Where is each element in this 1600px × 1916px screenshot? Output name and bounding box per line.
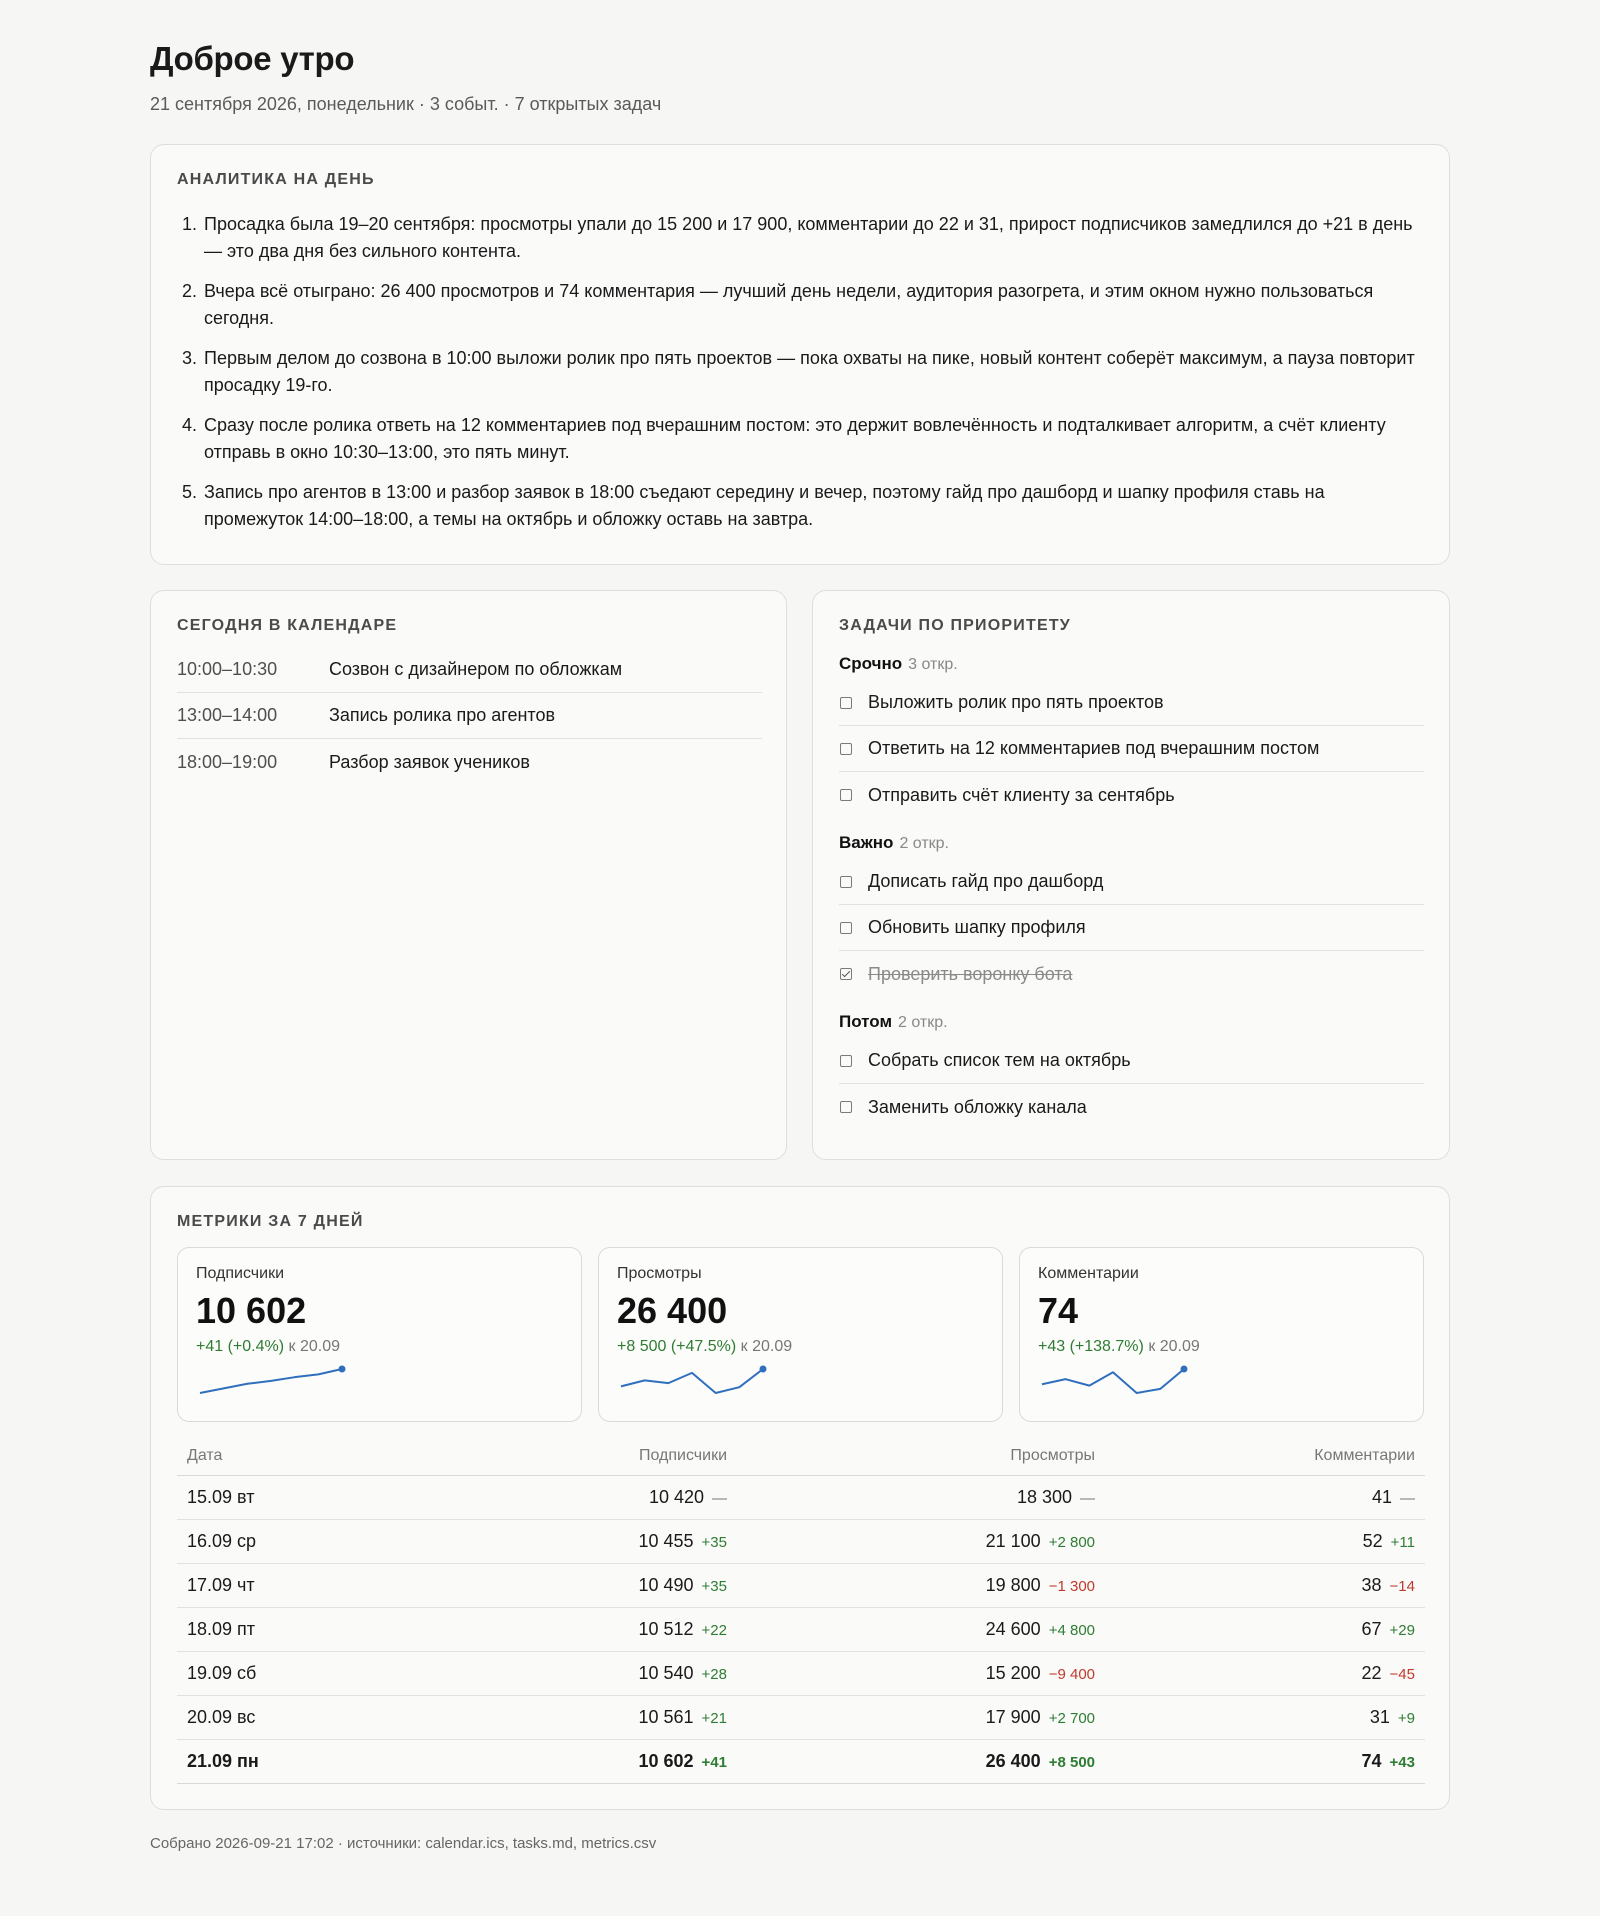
column-header[interactable]: Просмотры [727,1437,1095,1475]
kpi-comments [1019,1247,1424,1422]
event-time: 13:00–14:00 [177,705,278,725]
task-item[interactable] [839,905,1424,951]
task-label: Ответить на 12 комментариев под вчерашним постом [868,738,1320,758]
sparkline-endpoint [1181,1366,1188,1373]
cell-delta: +21 [701,1709,727,1727]
task-item[interactable] [839,859,1424,905]
task-checkbox[interactable] [840,1101,852,1113]
cell-value: 15 200 [985,1662,1041,1683]
task-label: Обновить шапку профиля [868,917,1086,937]
table-cell [377,1475,727,1519]
cell-value: 19.09 сб [187,1662,257,1683]
cell-delta: +28 [701,1665,727,1683]
analytics-card [150,144,1450,565]
table-cell [377,1739,727,1783]
cell-value: 15.09 вт [187,1486,255,1507]
task-checkbox[interactable] [840,922,852,934]
group-name: Срочно [839,654,903,673]
table-cell [177,1563,377,1607]
group-count: 3 откр. [908,656,958,673]
cell-value: 10 540 [638,1662,694,1683]
task-item[interactable] [839,726,1424,772]
analytics-item: 5. Запись про агентов в 13:00 и разбор заявок в 18:00 съедают середину и вечер, поэтому гайд про дашборд и шапку профиля ставь на промежуток 14:00–18:00, а темы на октябрь и обложку оставь на завтра. [182,482,1325,529]
column-header[interactable]: Дата [177,1437,377,1475]
cell-value: 20.09 вс [187,1706,256,1727]
column-header[interactable]: Подписчики [377,1437,727,1475]
cell-value: 21 100 [985,1530,1041,1551]
cell-value: 17.09 чт [187,1574,255,1595]
calendar-title: СЕГОДНЯ В КАЛЕНДАРЕ [177,617,398,634]
calendar-event[interactable] [177,693,762,739]
kpi-ref: к 20.09 [740,1338,793,1355]
kpi-value: 26 400 [617,1290,728,1331]
table-header [177,1437,1425,1475]
cell-value: 19 800 [985,1574,1041,1595]
task-label: Дописать гайд про дашборд [868,871,1104,891]
task-label-done: Проверить воронку бота [868,963,1073,984]
table-cell [1095,1695,1425,1739]
table-row [177,1607,1425,1651]
kpi-delta: +43 (+138.7%) [1038,1338,1144,1355]
table-row [177,1651,1425,1695]
cell-delta: +29 [1389,1621,1415,1639]
kpi-views [598,1247,1003,1422]
analytics-list [177,211,1427,546]
task-groups [839,653,1424,1144]
table-row [177,1519,1425,1563]
table-cell [177,1739,377,1783]
cell-value: 10 512 [638,1618,694,1639]
cell-value: 22 [1361,1662,1382,1683]
cell-delta: +41 [701,1753,727,1771]
analytics-title: АНАЛИТИКА НА ДЕНЬ [177,171,375,188]
kpi-value: 10 602 [196,1290,307,1331]
cell-delta: +11 [1390,1533,1415,1551]
cell-value: 18.09 пт [187,1618,256,1639]
page-title: Доброе утро [150,40,355,77]
cell-value: 10 455 [638,1530,694,1551]
kpi-ref: к 20.09 [1148,1338,1200,1355]
table-cell [177,1651,377,1695]
table-cell [727,1519,1095,1563]
cell-delta: +35 [701,1533,727,1551]
table-cell [1095,1519,1425,1563]
task-item[interactable] [839,772,1424,818]
cell-delta: +2 700 [1048,1709,1095,1727]
cell-value: 10 602 [638,1750,694,1771]
table-row [177,1563,1425,1607]
table-cell [377,1607,727,1651]
task-checkbox[interactable] [840,789,852,801]
cell-value: 10 490 [638,1574,694,1595]
cell-delta: −9 400 [1048,1665,1095,1683]
table-cell [1095,1739,1425,1783]
cell-value: 17 900 [985,1706,1041,1727]
page-subtitle: 21 сентября 2026, понедельник · 3 событ. · 7 открытых задач [150,94,662,114]
task-label: Заменить обложку канала [868,1096,1087,1117]
footer-note: Собрано 2026-09-21 17:02 · источники: calendar.ics, tasks.md, metrics.csv [150,1835,657,1852]
cell-delta: +2 800 [1048,1533,1095,1551]
event-title: Созвон с дизайнером по обложкам [329,659,623,679]
cell-delta: +22 [701,1621,727,1639]
task-item[interactable] [839,1084,1424,1130]
sparkline-path [200,1369,342,1393]
kpi-label: Подписчики [196,1265,285,1282]
table-cell [1095,1563,1425,1607]
event-time: 10:00–10:30 [177,659,278,679]
cell-value: 16.09 ср [187,1530,257,1551]
analytics-item: 2. Вчера всё отыграно: 26 400 просмотров и 74 комментария — лучший день недели, аудитория разогрета, и этим окном нужно пользоваться сегодня. [182,281,1374,328]
cell-delta: −1 300 [1048,1577,1095,1595]
table-cell [727,1475,1095,1519]
cell-delta: +43 [1389,1753,1415,1771]
sparkline-endpoint [339,1366,346,1373]
task-label: Выложить ролик про пять проектов [868,692,1164,712]
kpi-ref: к 20.09 [288,1338,340,1355]
metrics-title: МЕТРИКИ ЗА 7 ДНЕЙ [177,1213,364,1230]
cell-value: 52 [1362,1530,1383,1551]
table-cell [727,1651,1095,1695]
table-cell [177,1475,377,1519]
tasks-card [812,590,1450,1160]
group-name: Потом [839,1012,893,1031]
analytics-item: 1. Просадка была 19–20 сентября: просмотры упали до 15 200 и 17 900, комментарии до 22 и 31, прирост подписчиков замедлился до +21 в день — это два дня без сильного контента. [182,214,1413,261]
event-title: Разбор заявок учеников [329,751,530,772]
table-cell [1095,1607,1425,1651]
task-group-urgent [839,653,1424,818]
cell-delta: +9 [1397,1709,1415,1727]
group-count: 2 откр. [899,835,949,852]
cell-delta: +8 500 [1048,1753,1095,1771]
task-item[interactable] [839,680,1424,726]
calendar-event[interactable] [177,739,762,785]
calendar-list [177,647,762,785]
cell-value: 38 [1361,1574,1382,1595]
cell-value: 41 [1371,1486,1392,1507]
sparkline [617,1363,767,1399]
kpi-delta: +8 500 (+47.5%) [617,1338,737,1355]
task-checkbox[interactable] [840,876,852,888]
table-cell [727,1563,1095,1607]
table-cell [377,1519,727,1563]
table-row [177,1739,1425,1783]
cell-delta: — [1080,1489,1095,1507]
kpi-subscribers [177,1247,582,1422]
sparkline-path [621,1369,763,1393]
table-cell [177,1607,377,1651]
kpi-label: Комментарии [1038,1265,1139,1282]
group-name: Важно [839,833,894,852]
calendar-event[interactable] [177,647,762,693]
task-checkbox-checked[interactable] [840,968,852,980]
metrics-card [150,1186,1450,1810]
table-cell [177,1695,377,1739]
task-checkbox[interactable] [840,1055,852,1067]
column-header[interactable]: Комментарии [1095,1437,1425,1475]
table-cell [377,1563,727,1607]
task-group-important [839,832,1424,997]
task-checkbox[interactable] [840,697,852,709]
cell-value: 21.09 пн [187,1750,259,1771]
task-item[interactable] [839,951,1424,997]
kpi-value: 74 [1038,1290,1079,1331]
cell-value: 31 [1369,1706,1390,1727]
tasks-title: ЗАДАЧИ ПО ПРИОРИТЕТУ [839,617,1071,634]
cell-delta: +4 800 [1048,1621,1095,1639]
table-cell [727,1695,1095,1739]
cell-delta: +35 [701,1577,727,1595]
table-row [177,1475,1425,1519]
task-label: Собрать список тем на октябрь [868,1050,1131,1070]
metrics-table [177,1437,1425,1784]
task-checkbox[interactable] [840,743,852,755]
cell-value: 74 [1361,1750,1382,1771]
group-count: 2 откр. [898,1014,948,1031]
kpi-label: Просмотры [617,1265,702,1282]
cell-value: 10 561 [638,1706,694,1727]
cell-value: 10 420 [648,1486,704,1507]
table-row [177,1695,1425,1739]
page [150,38,1450,1852]
task-item[interactable] [839,1038,1424,1084]
event-title: Запись ролика про агентов [329,705,556,725]
cell-value: 67 [1361,1618,1382,1639]
kpi-delta: +41 (+0.4%) [196,1338,285,1355]
cell-delta: −14 [1389,1577,1415,1595]
cell-value: 18 300 [1016,1486,1072,1507]
table-cell [1095,1475,1425,1519]
analytics-item: 3. Первым делом до созвона в 10:00 выложи ролик про пять проектов — пока охваты на пике, новый контент соберёт максимум, а пауза повторит просадку 19-го. [182,348,1415,395]
table-cell [177,1519,377,1563]
sparkline-endpoint [760,1366,767,1373]
sparkline-path [1042,1369,1184,1393]
analytics-item: 4. Сразу после ролика ответь на 12 комментариев под вчерашним постом: это держит вовлечённость и подталкивает алгоритм, а счёт клиенту отправь в окно 10:30–13:00, это пять минут. [182,415,1386,462]
cell-value: 24 600 [985,1618,1041,1639]
sparkline [1038,1363,1188,1399]
cell-value: 26 400 [985,1750,1041,1771]
event-time: 18:00–19:00 [177,751,278,772]
cell-delta: −45 [1389,1665,1415,1683]
cell-delta: — [712,1489,727,1507]
table-cell [1095,1651,1425,1695]
sparkline [196,1363,346,1399]
table-cell [727,1607,1095,1651]
calendar-card [150,590,787,1160]
table-cell [377,1695,727,1739]
table-cell [727,1739,1095,1783]
task-label: Отправить счёт клиенту за сентябрь [868,784,1175,805]
table-cell [377,1651,727,1695]
cell-delta: — [1400,1489,1415,1507]
task-group-later [839,1011,1424,1130]
